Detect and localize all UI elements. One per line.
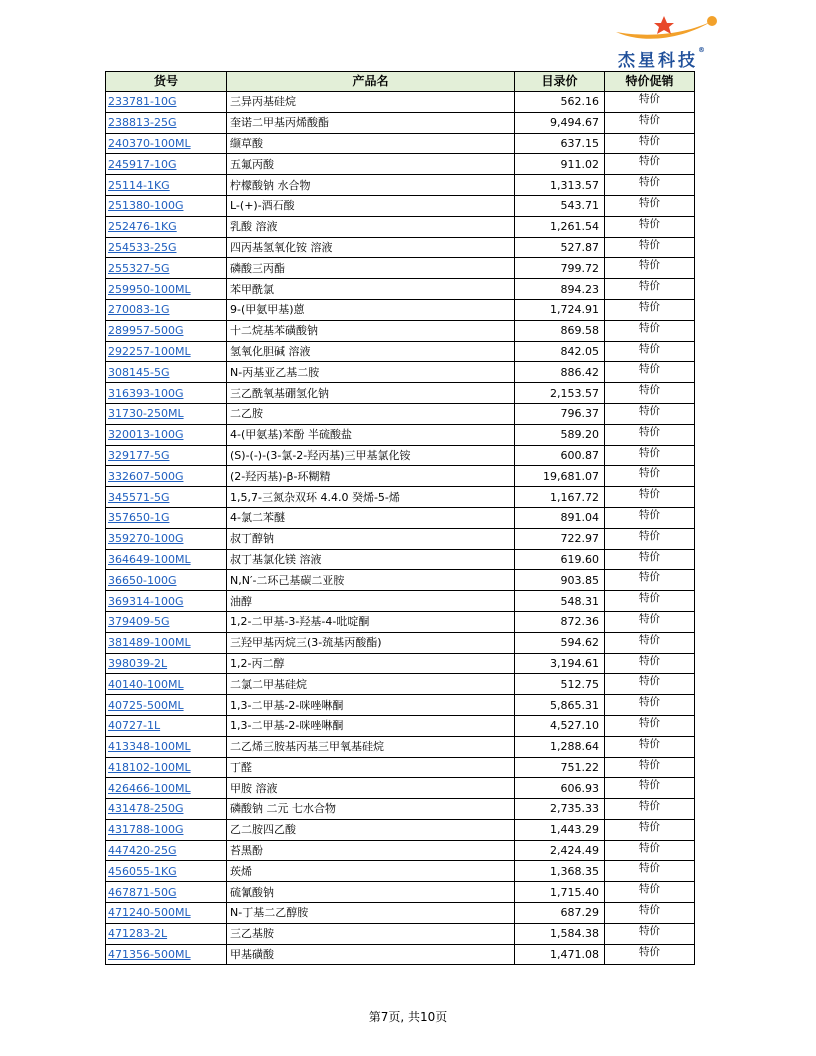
promotion-tag: 特价 bbox=[605, 715, 695, 736]
table-row bbox=[106, 341, 695, 362]
promotion-tag: 特价 bbox=[605, 944, 695, 965]
catalog-price: 600.87 bbox=[515, 445, 605, 466]
catalog-price: 751.22 bbox=[515, 757, 605, 778]
product-name: 二乙胺 bbox=[227, 403, 515, 424]
catalog-price: 1,584.38 bbox=[515, 923, 605, 944]
item-code-link[interactable]: 255327-5G bbox=[106, 258, 227, 279]
catalog-price: 19,681.07 bbox=[515, 466, 605, 487]
product-name: 苔黑酚 bbox=[227, 840, 515, 861]
item-code-link[interactable]: 379409-5G bbox=[106, 611, 227, 632]
catalog-price: 891.04 bbox=[515, 507, 605, 528]
item-code-link[interactable]: 233781-10G bbox=[106, 92, 227, 113]
promotion-tag: 特价 bbox=[605, 632, 695, 653]
product-name: 丁醛 bbox=[227, 757, 515, 778]
table-row bbox=[106, 903, 695, 924]
table-row bbox=[106, 736, 695, 757]
table-row bbox=[106, 320, 695, 341]
promotion-tag: 特价 bbox=[605, 424, 695, 445]
promotion-tag: 特价 bbox=[605, 674, 695, 695]
product-name: 磷酸三丙酯 bbox=[227, 258, 515, 279]
catalog-price: 3,194.61 bbox=[515, 653, 605, 674]
item-code-link[interactable]: 40140-100ML bbox=[106, 674, 227, 695]
promotion-tag: 特价 bbox=[605, 341, 695, 362]
promotion-tag: 特价 bbox=[605, 923, 695, 944]
item-code-link[interactable]: 40727-1L bbox=[106, 715, 227, 736]
catalog-price: 1,288.64 bbox=[515, 736, 605, 757]
table-row bbox=[106, 757, 695, 778]
promotion-tag: 特价 bbox=[605, 320, 695, 341]
product-name: 二乙烯三胺基丙基三甲氧基硅烷 bbox=[227, 736, 515, 757]
table-row bbox=[106, 653, 695, 674]
company-logo bbox=[612, 10, 722, 71]
item-code-link[interactable]: 357650-1G bbox=[106, 507, 227, 528]
promotion-tag: 特价 bbox=[605, 487, 695, 508]
item-code-link[interactable]: 467871-50G bbox=[106, 882, 227, 903]
table-row bbox=[106, 445, 695, 466]
product-name: 柠檬酸钠 水合物 bbox=[227, 175, 515, 196]
table-row bbox=[106, 424, 695, 445]
catalog-price: 9,494.67 bbox=[515, 112, 605, 133]
product-name: 三乙基胺 bbox=[227, 923, 515, 944]
product-name: 乙二胺四乙酸 bbox=[227, 819, 515, 840]
catalog-price: 606.93 bbox=[515, 778, 605, 799]
item-code-link[interactable]: 413348-100ML bbox=[106, 736, 227, 757]
promotion-tag: 特价 bbox=[605, 237, 695, 258]
product-name: 9-(甲氨甲基)蒽 bbox=[227, 299, 515, 320]
promotion-tag: 特价 bbox=[605, 611, 695, 632]
item-code-link[interactable]: 431478-250G bbox=[106, 799, 227, 820]
promotion-tag: 特价 bbox=[605, 133, 695, 154]
promotion-tag: 特价 bbox=[605, 882, 695, 903]
product-name: 乳酸 溶液 bbox=[227, 216, 515, 237]
table-row bbox=[106, 258, 695, 279]
item-code-link[interactable]: 316393-100G bbox=[106, 383, 227, 404]
item-code-link[interactable]: 36650-100G bbox=[106, 570, 227, 591]
promotion-tag: 特价 bbox=[605, 466, 695, 487]
catalog-price: 869.58 bbox=[515, 320, 605, 341]
item-code-link[interactable]: 40725-500ML bbox=[106, 695, 227, 716]
table-row bbox=[106, 195, 695, 216]
product-table-container bbox=[105, 71, 694, 965]
catalog-price: 1,167.72 bbox=[515, 487, 605, 508]
item-code-link[interactable]: 308145-5G bbox=[106, 362, 227, 383]
promotion-tag: 特价 bbox=[605, 840, 695, 861]
item-code-link[interactable]: 471240-500ML bbox=[106, 903, 227, 924]
promotion-tag: 特价 bbox=[605, 154, 695, 175]
product-name: 硫氰酸钠 bbox=[227, 882, 515, 903]
product-name: 莰烯 bbox=[227, 861, 515, 882]
table-row bbox=[106, 466, 695, 487]
table-row bbox=[106, 92, 695, 113]
promotion-tag: 特价 bbox=[605, 757, 695, 778]
promotion-tag: 特价 bbox=[605, 861, 695, 882]
product-name: 磷酸钠 二元 七水合物 bbox=[227, 799, 515, 820]
item-code-link[interactable]: 364649-100ML bbox=[106, 549, 227, 570]
catalog-price: 894.23 bbox=[515, 279, 605, 300]
table-row bbox=[106, 487, 695, 508]
item-code-link[interactable]: 332607-500G bbox=[106, 466, 227, 487]
item-code-link[interactable]: 245917-10G bbox=[106, 154, 227, 175]
table-row bbox=[106, 632, 695, 653]
product-name: 甲胺 溶液 bbox=[227, 778, 515, 799]
table-header-row bbox=[106, 72, 695, 92]
promotion-tag: 特价 bbox=[605, 695, 695, 716]
catalog-price: 5,865.31 bbox=[515, 695, 605, 716]
item-code-link[interactable]: 31730-250ML bbox=[106, 403, 227, 424]
table-row bbox=[106, 216, 695, 237]
catalog-price: 548.31 bbox=[515, 591, 605, 612]
table-row bbox=[106, 799, 695, 820]
header-promotion: 特价促销 bbox=[605, 72, 695, 92]
product-name: 三羟甲基丙烷三(3-巯基丙酸酯) bbox=[227, 632, 515, 653]
catalog-price: 1,471.08 bbox=[515, 944, 605, 965]
table-row bbox=[106, 528, 695, 549]
product-name: 油醇 bbox=[227, 591, 515, 612]
catalog-price: 886.42 bbox=[515, 362, 605, 383]
item-code-link[interactable]: 381489-100ML bbox=[106, 632, 227, 653]
table-row bbox=[106, 570, 695, 591]
product-name: N-丁基二乙醇胺 bbox=[227, 903, 515, 924]
product-name: 1,5,7-三氮杂双环 4.4.0 癸烯-5-烯 bbox=[227, 487, 515, 508]
item-code-link[interactable]: 426466-100ML bbox=[106, 778, 227, 799]
catalog-price: 562.16 bbox=[515, 92, 605, 113]
item-code-link[interactable]: 251380-100G bbox=[106, 195, 227, 216]
table-row bbox=[106, 861, 695, 882]
promotion-tag: 特价 bbox=[605, 903, 695, 924]
promotion-tag: 特价 bbox=[605, 445, 695, 466]
promotion-tag: 特价 bbox=[605, 403, 695, 424]
table-row bbox=[106, 133, 695, 154]
item-code-link[interactable]: 369314-100G bbox=[106, 591, 227, 612]
item-code-link[interactable]: 447420-25G bbox=[106, 840, 227, 861]
promotion-tag: 特价 bbox=[605, 549, 695, 570]
table-row bbox=[106, 591, 695, 612]
product-name: 1,3-二甲基-2-咪唑啉酮 bbox=[227, 715, 515, 736]
item-code-link[interactable]: 398039-2L bbox=[106, 653, 227, 674]
catalog-price: 619.60 bbox=[515, 549, 605, 570]
page-footer: 第7页, 共10页 bbox=[368, 1010, 448, 1024]
catalog-price: 594.62 bbox=[515, 632, 605, 653]
promotion-tag: 特价 bbox=[605, 799, 695, 820]
catalog-price: 1,443.29 bbox=[515, 819, 605, 840]
product-name: 1,3-二甲基-2-咪唑啉酮 bbox=[227, 695, 515, 716]
item-code-link[interactable]: 471356-500ML bbox=[106, 944, 227, 965]
promotion-tag: 特价 bbox=[605, 258, 695, 279]
promotion-tag: 特价 bbox=[605, 362, 695, 383]
item-code-link[interactable]: 238813-25G bbox=[106, 112, 227, 133]
catalog-price: 1,261.54 bbox=[515, 216, 605, 237]
catalog-price: 527.87 bbox=[515, 237, 605, 258]
table-row bbox=[106, 154, 695, 175]
promotion-tag: 特价 bbox=[605, 299, 695, 320]
promotion-tag: 特价 bbox=[605, 570, 695, 591]
catalog-price: 1,313.57 bbox=[515, 175, 605, 196]
table-body bbox=[106, 92, 695, 965]
item-code-link[interactable]: 252476-1KG bbox=[106, 216, 227, 237]
product-name: 三异丙基硅烷 bbox=[227, 92, 515, 113]
item-code-link[interactable]: 240370-100ML bbox=[106, 133, 227, 154]
table-row bbox=[106, 715, 695, 736]
product-name: 4-(甲氨基)苯酚 半硫酸盐 bbox=[227, 424, 515, 445]
product-name: 1,2-丙二醇 bbox=[227, 653, 515, 674]
catalog-price: 911.02 bbox=[515, 154, 605, 175]
catalog-price: 796.37 bbox=[515, 403, 605, 424]
item-code-link[interactable]: 25114-1KG bbox=[106, 175, 227, 196]
catalog-price: 687.29 bbox=[515, 903, 605, 924]
item-code-link[interactable]: 456055-1KG bbox=[106, 861, 227, 882]
item-code-link[interactable]: 254533-25G bbox=[106, 237, 227, 258]
product-name: 4-氯二苯醚 bbox=[227, 507, 515, 528]
table-row bbox=[106, 778, 695, 799]
promotion-tag: 特价 bbox=[605, 112, 695, 133]
item-code-link[interactable]: 289957-500G bbox=[106, 320, 227, 341]
catalog-price: 722.97 bbox=[515, 528, 605, 549]
catalog-price: 512.75 bbox=[515, 674, 605, 695]
product-name: 缬草酸 bbox=[227, 133, 515, 154]
product-name: 五氟丙酸 bbox=[227, 154, 515, 175]
table-row bbox=[106, 403, 695, 424]
table-row bbox=[106, 362, 695, 383]
item-code-link[interactable]: 431788-100G bbox=[106, 819, 227, 840]
table-row bbox=[106, 674, 695, 695]
table-row bbox=[106, 383, 695, 404]
logo-swoosh-icon bbox=[612, 10, 722, 50]
catalog-price: 1,724.91 bbox=[515, 299, 605, 320]
promotion-tag: 特价 bbox=[605, 778, 695, 799]
product-name: 奎诺二甲基丙烯酸酯 bbox=[227, 112, 515, 133]
header-item-code: 货号 bbox=[106, 72, 227, 92]
promotion-tag: 特价 bbox=[605, 653, 695, 674]
catalog-price: 1,715.40 bbox=[515, 882, 605, 903]
table-row bbox=[106, 237, 695, 258]
catalog-price: 1,368.35 bbox=[515, 861, 605, 882]
item-code-link[interactable]: 292257-100ML bbox=[106, 341, 227, 362]
table-row bbox=[106, 882, 695, 903]
logo-text: 杰星科技® bbox=[618, 46, 705, 71]
product-name: 叔丁醇钠 bbox=[227, 528, 515, 549]
catalog-price: 872.36 bbox=[515, 611, 605, 632]
table-row bbox=[106, 840, 695, 861]
item-code-link[interactable]: 259950-100ML bbox=[106, 279, 227, 300]
promotion-tag: 特价 bbox=[605, 92, 695, 113]
product-name: L-(+)-酒石酸 bbox=[227, 195, 515, 216]
table-row bbox=[106, 299, 695, 320]
product-name: 氢氧化胆碱 溶液 bbox=[227, 341, 515, 362]
catalog-price: 637.15 bbox=[515, 133, 605, 154]
catalog-price: 2,424.49 bbox=[515, 840, 605, 861]
promotion-tag: 特价 bbox=[605, 528, 695, 549]
table-row bbox=[106, 112, 695, 133]
product-name: N,N′-二环己基碳二亚胺 bbox=[227, 570, 515, 591]
table-row bbox=[106, 279, 695, 300]
item-code-link[interactable]: 418102-100ML bbox=[106, 757, 227, 778]
catalog-price: 4,527.10 bbox=[515, 715, 605, 736]
catalog-price: 2,153.57 bbox=[515, 383, 605, 404]
catalog-price: 589.20 bbox=[515, 424, 605, 445]
product-name: N-丙基亚乙基二胺 bbox=[227, 362, 515, 383]
product-name: (2-羟丙基)-β-环糊精 bbox=[227, 466, 515, 487]
item-code-link[interactable]: 320013-100G bbox=[106, 424, 227, 445]
item-code-link[interactable]: 329177-5G bbox=[106, 445, 227, 466]
promotion-tag: 特价 bbox=[605, 279, 695, 300]
promotion-tag: 特价 bbox=[605, 175, 695, 196]
promotion-tag: 特价 bbox=[605, 507, 695, 528]
product-name: 二氯二甲基硅烷 bbox=[227, 674, 515, 695]
product-name: 甲基磺酸 bbox=[227, 944, 515, 965]
promotion-tag: 特价 bbox=[605, 383, 695, 404]
product-name: 1,2-二甲基-3-羟基-4-吡啶酮 bbox=[227, 611, 515, 632]
table-row bbox=[106, 175, 695, 196]
product-name: 四丙基氢氧化铵 溶液 bbox=[227, 237, 515, 258]
product-table bbox=[105, 71, 695, 965]
item-code-link[interactable]: 345571-5G bbox=[106, 487, 227, 508]
product-name: 三乙酰氧基硼氢化钠 bbox=[227, 383, 515, 404]
header-catalog-price: 目录价 bbox=[515, 72, 605, 92]
promotion-tag: 特价 bbox=[605, 819, 695, 840]
catalog-price: 543.71 bbox=[515, 195, 605, 216]
catalog-price: 842.05 bbox=[515, 341, 605, 362]
table-row bbox=[106, 695, 695, 716]
item-code-link[interactable]: 270083-1G bbox=[106, 299, 227, 320]
promotion-tag: 特价 bbox=[605, 216, 695, 237]
catalog-price: 799.72 bbox=[515, 258, 605, 279]
catalog-price: 2,735.33 bbox=[515, 799, 605, 820]
catalog-price: 903.85 bbox=[515, 570, 605, 591]
product-name: 叔丁基氯化镁 溶液 bbox=[227, 549, 515, 570]
item-code-link[interactable]: 359270-100G bbox=[106, 528, 227, 549]
table-row bbox=[106, 549, 695, 570]
header-product-name: 产品名 bbox=[227, 72, 515, 92]
product-name: 苯甲酰氯 bbox=[227, 279, 515, 300]
product-name: (S)-(-)-(3-氯-2-羟丙基)三甲基氯化铵 bbox=[227, 445, 515, 466]
table-row bbox=[106, 819, 695, 840]
promotion-tag: 特价 bbox=[605, 591, 695, 612]
table-row bbox=[106, 923, 695, 944]
item-code-link[interactable]: 471283-2L bbox=[106, 923, 227, 944]
promotion-tag: 特价 bbox=[605, 736, 695, 757]
table-row bbox=[106, 507, 695, 528]
table-row bbox=[106, 611, 695, 632]
table-row bbox=[106, 944, 695, 965]
product-name: 十二烷基苯磺酸钠 bbox=[227, 320, 515, 341]
promotion-tag: 特价 bbox=[605, 195, 695, 216]
